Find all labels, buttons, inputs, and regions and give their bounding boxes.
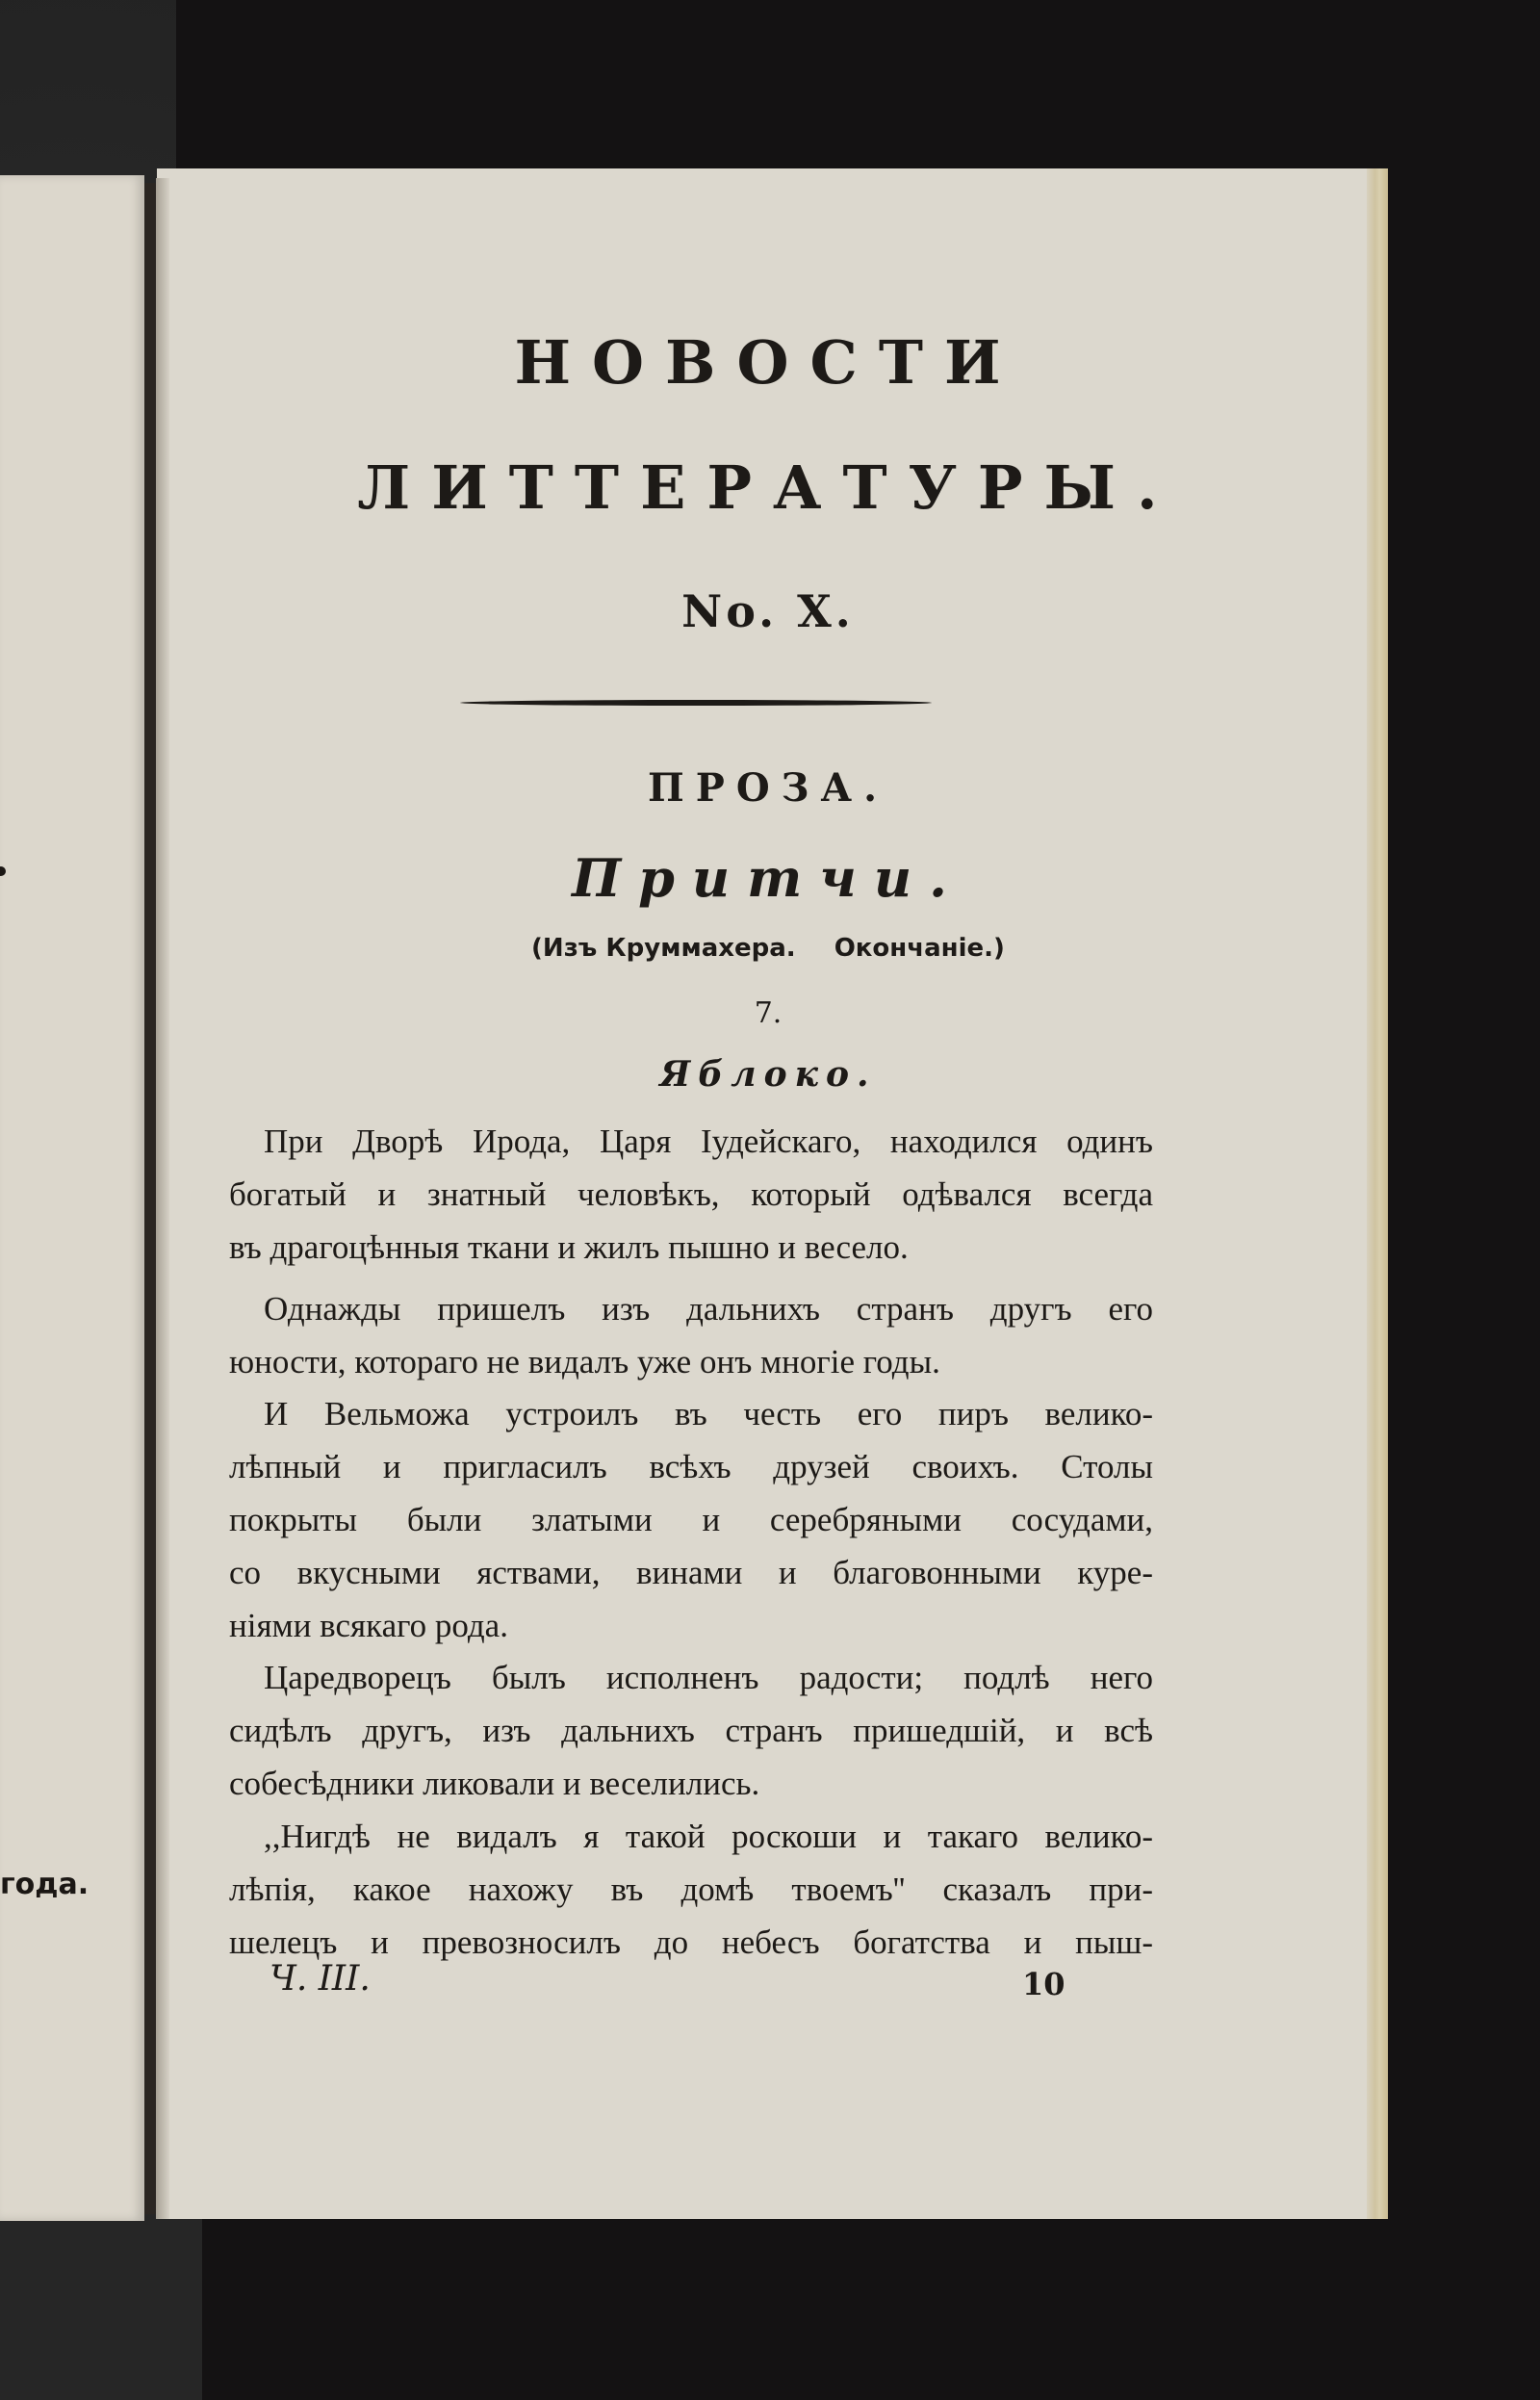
text-line: Однажды пришелъ изъ дальнихъ странъ другъ его: [264, 1290, 1153, 1328]
text-line: лѣпія, какое нахожу въ домѣ твоемъ'' сказалъ при-: [229, 1871, 1153, 1908]
source-note-author: (Изъ Круммахера.: [531, 934, 796, 963]
paragraph-3: [229, 1387, 1153, 1652]
issue-number: No. X.: [681, 585, 855, 637]
text-line: богатый и знатный человѣкъ, который одѣвался всегда: [229, 1175, 1153, 1213]
text-line: въ драгоцѣнныя ткани и жилъ пышно и весело.: [229, 1228, 909, 1266]
decorative-rule: [460, 700, 932, 706]
paragraph-2: [229, 1282, 1153, 1388]
subsection-title: Притчи.: [572, 847, 964, 909]
paragraph-5: [229, 1810, 1153, 1969]
journal-title-line2: ЛИТТЕРАТУРЫ.: [357, 452, 1179, 523]
text-line: покрыты были златыми и серебряными сосудами,: [229, 1501, 1153, 1538]
text-line: При Дворѣ Ирода, Царя Іудейскаго, находился одинъ: [264, 1123, 1153, 1160]
text-line: ніями всякаго рода.: [229, 1607, 508, 1644]
background-left-bottom: [0, 2205, 202, 2400]
text-line: И Вельможа устроилъ въ честь его пиръ велико-: [264, 1395, 1153, 1432]
journal-title-line1: НОВОСТИ: [514, 327, 1022, 398]
text-line: со вкусными яствами, винами и благовонными куре-: [229, 1554, 1153, 1591]
page-number: 10: [1022, 1966, 1065, 2002]
book-gutter: [144, 183, 156, 2214]
text-line: сидѣлъ другъ, изъ дальнихъ странъ пришедшій, и всѣ: [229, 1712, 1153, 1749]
signature-mark: Ч. III.: [270, 1959, 371, 1999]
section-heading: ПРОЗА.: [647, 765, 889, 811]
text-line: Царедворецъ былъ исполненъ радости; подлѣ него: [264, 1659, 1153, 1696]
parable-title: Яблоко.: [659, 1054, 877, 1095]
paragraph-4: [229, 1651, 1153, 1810]
source-note-status: Окончаніе.): [834, 934, 1005, 963]
text-line: ,,Нигдѣ не видалъ я такой роскоши и такаго велико-: [264, 1818, 1153, 1855]
text-line: собесѣдники ликовали и веселились.: [229, 1765, 760, 1802]
text-line: шелецъ и превозносилъ до небесъ богатства и пыш-: [229, 1923, 1153, 1961]
paragraph-1: [229, 1115, 1153, 1274]
text-line: лѣпный и пригласилъ всѣхъ друзей своихъ. Столы: [229, 1448, 1153, 1485]
left-page: [0, 175, 144, 2221]
left-page-fragment: года.: [0, 1868, 90, 1901]
parable-number: 7.: [754, 996, 783, 1030]
text-line: юности, котораго не видалъ уже онъ многіе годы.: [229, 1343, 940, 1381]
source-note: [157, 934, 1379, 963]
